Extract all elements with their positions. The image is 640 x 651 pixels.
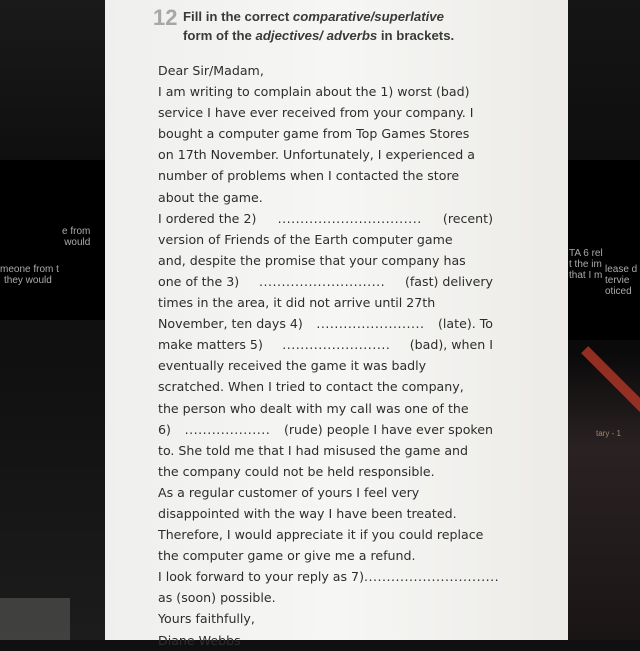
letter-line: scratched. When I tried to contact the company,: [158, 379, 464, 395]
background-left: [0, 0, 105, 640]
letter-line: on 17th November. Unfortunately, I experienced a: [158, 147, 476, 163]
letter-line: disappointed with the way I have been treated.: [158, 505, 457, 521]
letter-line: times in the area, it did not arrive until 27th: [158, 295, 436, 311]
letter-line: As a regular customer of yours I feel very: [158, 484, 420, 500]
background-thumbnail: [0, 598, 70, 640]
letter-line: I look forward to your reply as 7) ..............................: [158, 566, 493, 587]
answer-blank-2[interactable]: ................................: [277, 210, 422, 226]
letter-line: about the game.: [158, 189, 263, 205]
letter-line: one of the 3) ............................ (fast) delivery: [158, 271, 493, 292]
letter-line: service I have ever received from your company. I: [158, 105, 474, 121]
letter-line: November, ten days 4) ........................ (late). To: [158, 313, 493, 334]
answer-blank-4[interactable]: ........................: [316, 316, 425, 332]
letter-line: 6) ................... (rude) people I have ever spoken: [158, 419, 493, 440]
background-text-fragment: lease d tervie oticed: [605, 264, 638, 297]
answer-1: worst: [397, 84, 432, 100]
letter-closing: Yours faithfully,: [158, 611, 255, 627]
letter-line: and, despite the promise that your company has: [158, 252, 466, 268]
background-red-mark: [581, 346, 640, 424]
letter-line: the person who dealt with my call was one of the: [158, 400, 469, 416]
exercise-instruction: Fill in the correct comparative/superlative form of the adjectives/ adverbs in brackets.: [183, 9, 455, 43]
background-right: [568, 0, 640, 640]
letter-line: the company could not be held responsible.: [158, 463, 435, 479]
letter-greeting: Dear Sir/Madam,: [158, 63, 264, 78]
answer-blank-3[interactable]: ............................: [259, 273, 386, 289]
letter-line: to. She told me that I had misused the game and: [158, 442, 469, 458]
letter-line: make matters 5) ........................ (bad), when I: [158, 334, 493, 355]
letter-line: as (soon) possible.: [158, 590, 276, 606]
worksheet-page: [105, 0, 568, 648]
letter-line: bought a computer game from Top Games Stores: [158, 126, 470, 142]
answer-blank-5[interactable]: ........................: [282, 337, 391, 353]
background-text-fragment: TA 6 rel t the im that I m: [569, 248, 603, 281]
letter-signature: Diane Webbs: [158, 632, 241, 648]
background-text-fragment: tary - 1: [596, 429, 621, 438]
letter-line: number of problems when I contacted the store: [158, 168, 460, 184]
letter-line: eventually received the game it was badly: [158, 358, 427, 374]
letter-line: version of Friends of the Earth computer game: [158, 231, 453, 247]
letter-line: the computer game or give me a refund.: [158, 548, 416, 564]
answer-blank-6[interactable]: ...................: [184, 421, 271, 437]
letter-line: I am writing to complain about the 1) worst (bad): [158, 81, 493, 102]
letter-text: [158, 60, 500, 651]
answer-blank-7[interactable]: ..............................: [363, 569, 500, 585]
letter-line: Therefore, I would appreciate it if you could replace: [158, 527, 484, 543]
exercise-number: 12: [153, 5, 178, 30]
exercise-header: [153, 7, 454, 45]
letter-line: I ordered the 2) ................................ (recent): [158, 208, 493, 229]
background-text-fragment: meone from t they would: [0, 264, 59, 286]
background-text-fragment: e from would: [62, 226, 91, 248]
